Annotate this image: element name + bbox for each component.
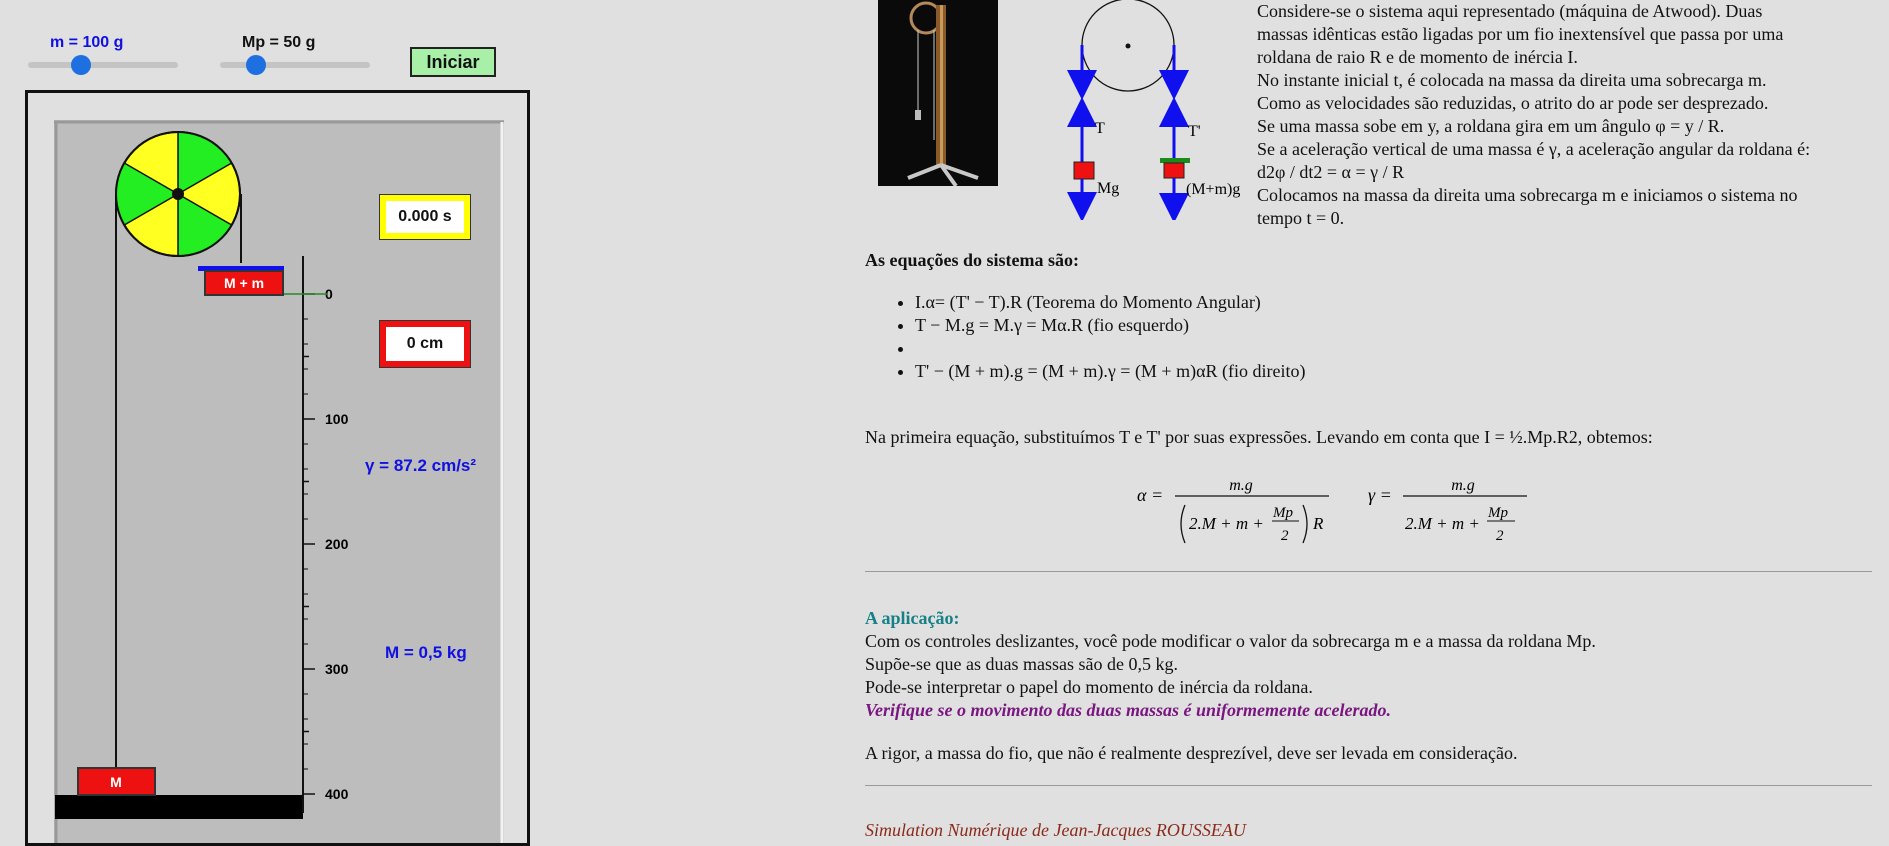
application-line: Com os controles deslizantes, você pode modificar o valor da sobrecarga m e a massa da roldana Mp. [865,631,1596,651]
alpha-numerator: m.g [1229,477,1253,494]
label-t-prime: T' [1188,123,1201,140]
gamma-den-mp: Mp [1488,505,1508,521]
mp-slider-label: Mp = 50 g [242,34,316,51]
description-line: Colocamos na massa da direita uma sobrecarga m e iniciamos o sistema no [1257,185,1798,205]
description-line: roldana de raio R e de momento de inércia I. [1257,47,1578,67]
description-line: No instante inicial t, é colocada na massa da direita uma sobrecarga m. [1257,70,1767,90]
distance-readout: 0 cm [380,321,470,367]
equation-item: • I.α= (T' − T).R (Teorema do Momento Angular) [915,291,1306,314]
acceleration-label: γ = 87.2 cm/s² [365,456,477,475]
alpha-den-2: 2 [1281,528,1289,544]
formulas [1135,468,1555,553]
scale-tick-label: 0 [325,286,333,302]
application-title: A aplicação: [865,608,960,628]
description-line: Se a aceleração vertical de uma massa é γ, a aceleração angular da roldana é: [1257,139,1811,159]
description-line: massas idênticas estão ligadas por um fio inextensível que passa por uma [1257,24,1784,44]
divider [865,785,1872,786]
atwood-machine-photo [878,0,998,186]
application-line: Supõe-se que as duas massas são de 0,5 kg. [865,654,1178,674]
m-slider-thumb[interactable] [71,55,91,75]
verify-text: Verifique se o movimento das duas massas é uniformemente acelerado. [865,700,1391,720]
credit-text: Simulation Numérique de Jean-Jacques ROUSSEAU [865,820,1246,840]
description-line: Considere-se o sistema aqui representado (máquina de Atwood). Duas [1257,1,1763,21]
m-slider-label: m = 100 g [50,34,124,51]
scale-tick-label: 200 [325,536,349,552]
equation-item [915,337,1306,360]
gamma-lhs: γ = [1368,485,1392,505]
alpha-lhs: α = [1137,485,1164,505]
start-button[interactable]: Iniciar [410,47,496,77]
description [1257,0,1887,230]
gamma-denominator: 2.M + m + [1405,514,1480,533]
label-mg: Mg [1097,180,1120,197]
description-line: Se uma massa sobe em y, a roldana gira em um ângulo φ = y / R. [1257,116,1725,136]
scale-tick-label: 400 [325,786,349,802]
mass-label: M = 0,5 kg [385,643,467,662]
alpha-denominator: 2.M + m + [1189,514,1264,533]
simulation-canvas [25,90,530,846]
pulley [116,132,240,256]
substitution-text: Na primeira equação, substituímos T e T' por suas expressões. Levando em conta que I = ½.Mp.R2, obtemos: [865,427,1653,447]
scale-tick-label: 100 [325,411,349,427]
description-line: d2φ / dt2 = α = γ / R [1257,162,1405,182]
equation-item: • T − M.g = M.γ = Mα.R (fio esquerdo) [915,314,1306,337]
equations-list [865,291,1306,383]
application-line: Pode-se interpretar o papel do momento de inércia da roldana. [865,677,1313,697]
m-slider-track[interactable] [28,62,178,68]
left-block-label: M [110,774,122,790]
mp-slider-track[interactable] [220,62,370,68]
time-readout: 0.000 s [380,195,470,239]
divider [865,571,1872,572]
right-block-label: M + m [223,275,265,291]
equations-title: As equações do sistema são: [865,250,1079,270]
label-t: T [1095,120,1105,137]
alpha-den-r: R [1313,514,1324,533]
alpha-den-mp: Mp [1273,505,1293,521]
rigor-text: A rigor, a massa do fio, que não é realmente desprezível, deve ser levada em consideração. [865,743,1518,763]
description-line: tempo t = 0. [1257,208,1345,228]
force-diagram [1060,0,1260,220]
label-mmg: (M+m)g [1186,181,1241,198]
gamma-numerator: m.g [1451,477,1475,494]
gamma-den-2: 2 [1496,528,1504,544]
equation-item: • T' − (M + m).g = (M + m).γ = (M + m)αR (fio direito) [915,360,1306,383]
apparatus-image [878,0,998,186]
description-line: Como as velocidades são reduzidas, o atrito do ar pode ser desprezado. [1257,93,1769,113]
ground-base [55,795,303,819]
scale-tick-label: 300 [325,661,349,677]
mp-slider-thumb[interactable] [246,55,266,75]
